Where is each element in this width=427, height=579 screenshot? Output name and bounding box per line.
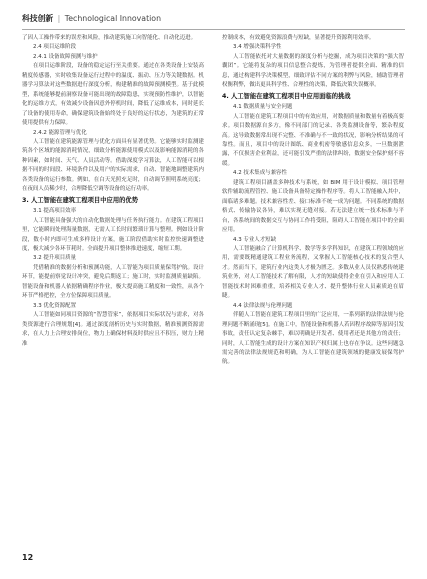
subsection-heading: 3.1 提高项目效率 — [33, 208, 77, 215]
paragraph: 人工智能在建筑能源管理与优化方面具有显著优势。它能够实时监测建筑各个区域的能源消耗情况，细致分析能源使用模式以及影响能源消耗的各种因素，如时间、天气、人员活动等。借助深度学习算法，人工智能可以根据不同的时间段、环境条件以及用户的实际需求，自动、智能地调整建筑内各类设备的运行参数。例如，在白天光照充足时，自动调节照明系统亮度；在夜间人员稀少时，合理降低空调等设备的运行功率。 — [22, 138, 204, 193]
paragraph: 人工智能在建筑工程项目中的有效应用，对数据质量和数量有着极高要求。项目数据源自多方，像不同部门的记录、各类监测设备等，繁杂程度高。这导致数据常出现不完整、不准确与不一致的状况，影响分析结果的可靠性。而且，项目中的设计图纸、商业机密等敏感信息众多，一旦数据泄露，不仅损害企业利益，还可能引发严重的法律纠纷，数据安全保护刻不容缓。 — [222, 113, 404, 167]
subsection-heading: 4.4 法律法规与伦理问题 — [233, 302, 293, 309]
paragraph-continuation: 了因人工操作带来的误差和风险，推动建筑施工向智能化、自动化迈进。 — [22, 35, 197, 41]
subsection-heading: 4.3 专业人才短缺 — [233, 236, 277, 243]
subsection-heading: 3.3 优化资源配置 — [33, 302, 77, 309]
section-heading: 4. 人工智能在建筑工程项目中应用面临的挑战 — [222, 92, 351, 100]
paragraph: 建筑工程项目涵盖多种技术与系统，如 BIM 用于设计模拟、项目管理软件辅助流程管控、施工设备具备特定操作程序等。将人工智能融入其中，面临诸多难题。技术兼容性差、接口标准不统一成为问题。不同系统的数据格式、传输协议各异，难以实现无缝对接。若无法建立统一技术标准与平台，各系统间的数据交互与协同工作将受阻，阻碍人工智能在项目中的全面应用。 — [222, 179, 404, 234]
header-divider — [22, 29, 405, 30]
paragraph: 在项目运维阶段，设备的稳定运行至关重要。通过在各类设备上安装高精度传感器，实时收集设备运行过程中的温度、振动、压力等关键数据。机器学习算法对这些数据进行深度分析，构建精准的故障预测模型。基于此模型，系统能够提前洞察设备可能出现的故障隐患，实现预防性维护，以智能化的运维方式，有效减少设备因意外停机时间，降低了运维成本，同时延长了设备的使用寿命，确保建筑设备始终处于良好的运行状态，为建筑的正常使用提供有力保障。 — [22, 63, 204, 127]
right-column — [222, 34, 404, 368]
subsection-heading: 3.4 增强决策科学性 — [233, 44, 282, 51]
subsection-heading: 4.1 数据质量与安全问题 — [233, 104, 293, 111]
paragraph: 人工智能如同项目资源的“智慧管家”，依据项目实际状况与需求，对各类资源进行合理规划[4]。通过深度剖析历史与实时数据，精准预测资源需求，在人力上合理安排岗位，物力上确保材料及时供应且不积压，财力上精准 — [22, 312, 204, 347]
header-brand: 科技创新 — [22, 14, 54, 23]
header-separator: | — [57, 14, 61, 23]
section-heading: 3. 人工智能在建筑工程项目中应用的优势 — [22, 196, 139, 204]
page-number: 12 — [22, 553, 34, 562]
subsection-heading: 2.4 项目运维阶段 — [33, 44, 77, 51]
subsection-heading: 2.4.1 设备故障预测与维护 — [33, 53, 98, 60]
paragraph: 人工智能具备强大的自动化数据处理与任务执行能力。在建筑工程项目里，它能瞬间处理海量数据，无需人工长时间繁琐计算与整理。例如设计阶段，数小时内即可生成多样设计方案，施工阶段借助实时监控快速调整进度，极大减少各环节耗时。全面提升项目整体推进速度，缩短工期。 — [22, 217, 204, 253]
page-header — [22, 12, 405, 26]
paragraph: 人工智能融合了计算机科学、数学等多学科知识，在建筑工程领域的应用，需要既精通建筑工程业务流程，又掌握人工智能核心技术的复合型人才。然而当下，建筑行业内这类人才极为匮乏。多数从业人员仅熟悉传统建筑业务，对人工智能技术了解有限，人才的短缺使得企业在引入和应用人工智能技术时困难重重，培养相关专业人才、提升整体行业人员素质迫在眉睫。 — [222, 246, 404, 300]
left-column — [22, 34, 204, 349]
paragraph: 伴随人工智能在建筑工程项目里的广泛应用，一系列新的法律法规与伦理问题不断涌现[5]。在施工中，智能设备和机器人若因程序故障等原因引发事故，责任认定复杂棘手，难以明确是开发者、使用者还是其他方的责任；同时，人工智能生成的设计方案在知识产权归属上也存在争议。这些问题急需完善的法律法规规范和明确，为人工智能在建筑领域的健康发展保驾护航。 — [222, 312, 404, 366]
header-subtitle: Technological Innovation — [64, 14, 162, 23]
paragraph-continuation: 控制成本，有效避免资源浪费与短缺，显著提升资源利用效率。 — [222, 35, 375, 41]
subsection-heading: 2.4.2 能源管理与优化 — [33, 129, 87, 136]
paragraph: 凭借精准的数据分析和预测功能，人工智能为项目质量保驾护航。设计环节，能提前察觉设计冲突，避免后期返工；施工时，实时监测质量缺陷。智能设备和机器人依据精确程序作业，极大提高施工精度和一致性，从各个环节严格把控，全方位保障项目质量。 — [22, 264, 204, 300]
subsection-heading: 3.2 提升项目质量 — [33, 255, 77, 262]
subsection-heading: 4.2 技术集成与兼容性 — [233, 170, 287, 177]
paragraph: 人工智能依托对大量数据的深度分析与挖掘，成为项目决策的“强大智囊团”。它能将复杂的项目信息整合提炼，为管理者提供全面、精准的信息，通过构建科学决策模型，细致评估不同方案的利弊与风险，辅助管理者权衡利弊，做出更具科学性、合理性的决策，降低决策失误概率。 — [222, 53, 404, 89]
